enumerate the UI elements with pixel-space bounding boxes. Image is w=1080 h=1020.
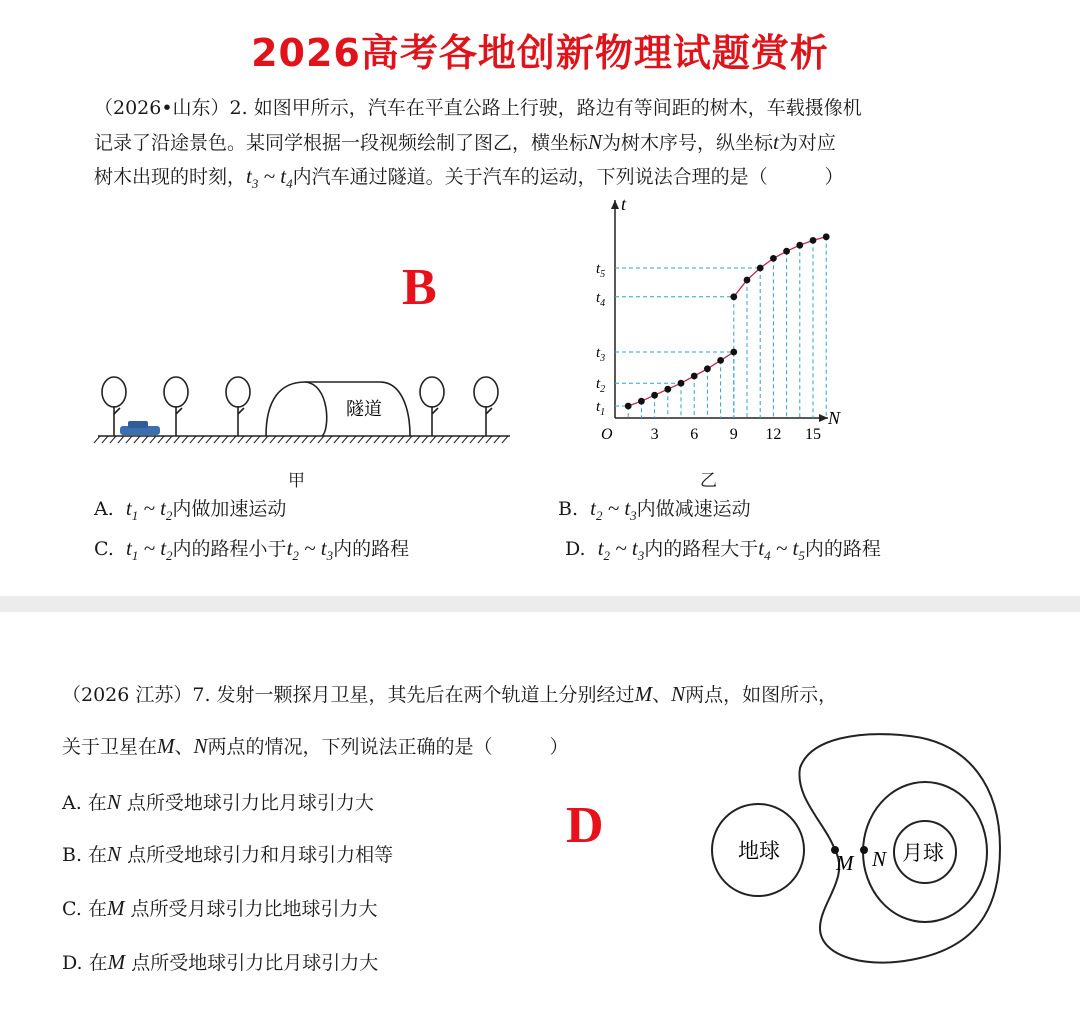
q2-option-C-var: M [106,896,125,920]
q2-option-A-var: N [106,790,121,814]
point-N-label: N [872,847,887,871]
q2-line-1 [62,676,837,713]
y-tick-label: $t_5$ [596,261,606,280]
tree-4 [420,377,444,436]
q1-option-C[interactable] [94,534,409,564]
series-2-curve [734,237,826,297]
q1-option-D-label: D. [565,538,586,560]
q2-var-M: M [634,682,653,706]
q1-option-D-end: 内的路程 [804,538,881,560]
q1-option-A-label: A. [94,498,114,520]
data-point [823,233,830,240]
x-tick-label: 3 [650,426,659,443]
data-point [757,265,764,272]
q2-option-A-text: 点所受地球引力比月球引力大 [126,792,374,814]
x-tick-label: 9 [729,426,738,443]
q2-option-C-label: C. 在 [62,898,107,920]
q2-option-A-label: A. 在 [62,792,107,814]
q1-line-2-text-c: 为对应 [778,132,836,154]
data-point [783,248,790,255]
y-tick-label: $t_4$ [596,289,606,309]
earth-moon-orbit [799,734,1000,962]
q2-answer: D [566,797,604,854]
q2-line-2-text-a: 关于卫星在 [62,736,158,758]
q1-option-D[interactable] [565,534,881,564]
q1-option-C-range-2: $t_2$ ~ $t_3$ [286,536,334,564]
q1-option-D-range-1: $t_2$ ~ $t_3$ [597,536,645,564]
q1-option-B-label: B. [558,498,579,520]
x-tick-label: 6 [690,426,699,443]
data-point [744,277,751,284]
q2-line-2-text-b: 两点的情况，下列说法正确的是（ ） [207,736,569,758]
tunnel-outline [266,382,410,436]
x-tick-label: 15 [805,426,821,443]
q1-option-B[interactable] [558,494,751,524]
tree-2 [164,377,188,436]
q1-option-B-range: $t_2$ ~ $t_3$ [590,496,637,524]
q2-var-N-2: N [193,734,208,758]
tunnel-entrance-arc [305,382,327,436]
q2-option-B-label: B. 在 [62,844,108,866]
q1-line-3-text-a: 树木出现的时刻， [94,166,247,188]
fig-b-caption: 乙 [700,471,717,491]
q1-option-C-label: C. [94,538,114,560]
q1-line-2 [94,124,836,161]
moon-label: 月球 [902,841,944,865]
earth-label: 地球 [738,839,780,863]
y-axis-label: t [621,194,627,214]
q2-option-D-text: 点所受地球引力比月球引力大 [131,952,379,974]
q1-line-1 [94,90,862,126]
q2-var-N: N [671,682,686,706]
q1-line-1-text: （2026•山东）2. 如图甲所示，汽车在平直公路上行驶，路边有等间距的树木，车载摄像机 [94,97,862,119]
page-title: 2026高考各地创新物理试题赏析 [251,31,829,75]
tree-3 [226,377,250,436]
data-point [691,373,698,380]
q1-option-A-range: $t_1$ ~ $t_2$ [125,496,173,524]
q1-option-C-mid: 内的路程小于 [172,538,287,560]
q2-option-C-text: 点所受月球引力比地球引力大 [130,898,378,920]
data-point [678,380,685,387]
q2-line-2 [62,728,569,765]
q1-option-A-text: 内做加速运动 [172,498,287,520]
data-point [704,365,711,372]
q1-option-B-text: 内做减速运动 [636,498,751,520]
q2-option-B-var: N [107,842,122,866]
chart-N-t [590,196,840,456]
q1-option-C-end: 内的路程 [333,538,410,560]
q2-option-B-text: 点所受地球引力和月球引力相等 [127,844,394,866]
q1-answer: B [402,259,437,316]
data-point [625,403,632,410]
data-point [730,293,737,300]
y-tick-label: $t_3$ [596,345,606,364]
q1-var-t: t [773,130,779,154]
data-point [770,255,777,262]
road-hatch [94,436,508,443]
q2-option-B[interactable] [62,840,393,867]
q1-option-A[interactable] [94,494,286,524]
q2-option-D-var: M [107,950,126,974]
q2-sep: 、 [652,684,672,706]
q2-option-D[interactable] [62,948,378,975]
data-point [796,242,803,249]
q1-option-D-range-2: $t_4$ ~ $t_5$ [758,536,805,564]
y-tick-label: $t_2$ [596,376,606,396]
point-M-label: M [836,851,854,875]
data-point [651,392,658,399]
q2-line-1-text: （2026 江苏）7. 发射一颗探月卫星，其先后在两个轨道上分别经过 [62,684,635,706]
point-N-dot [860,846,868,854]
q1-range-t3-t4: $t_3$ ~ $t_4$ [246,164,293,192]
data-point [730,349,737,356]
q2-var-M-2: M [157,734,175,758]
data-point [664,386,671,393]
x-axis-label: N [828,408,841,428]
q1-line-3-text-b: 内汽车通过隧道。关于汽车的运动，下列说法合理的是（ ） [292,166,844,188]
q1-option-C-range-1: $t_1$ ~ $t_2$ [126,536,173,564]
q2-option-C[interactable] [62,894,378,921]
q1-option-D-mid: 内的路程大于 [644,538,759,560]
origin-label: O [601,426,613,443]
data-point [638,398,645,405]
data-point [810,237,817,244]
x-tick-label: 12 [765,426,782,443]
q1-var-N: N [588,130,603,154]
figure-road-tunnel [90,370,520,450]
tree-5 [474,377,498,436]
tunnel-label: 隧道 [346,399,382,419]
q1-line-2-text-b: 为树木序号，纵坐标 [602,132,774,154]
y-axis-arrow [611,200,619,209]
fig-a-caption: 甲 [288,471,305,491]
q1-line-2-text-a: 记录了沿途景色。某同学根据一段视频绘制了图乙，横坐标 [94,132,589,154]
q2-sep-2: 、 [174,736,194,758]
y-tick-label: $t_1$ [596,399,606,418]
figure-earth-moon-orbits [700,728,1030,968]
q2-line-1-end: 两点，如图所示， [685,684,838,706]
data-point [717,357,724,364]
q2-option-D-label: D. 在 [62,952,108,974]
car-icon [120,421,160,435]
q2-option-A[interactable] [62,788,374,815]
